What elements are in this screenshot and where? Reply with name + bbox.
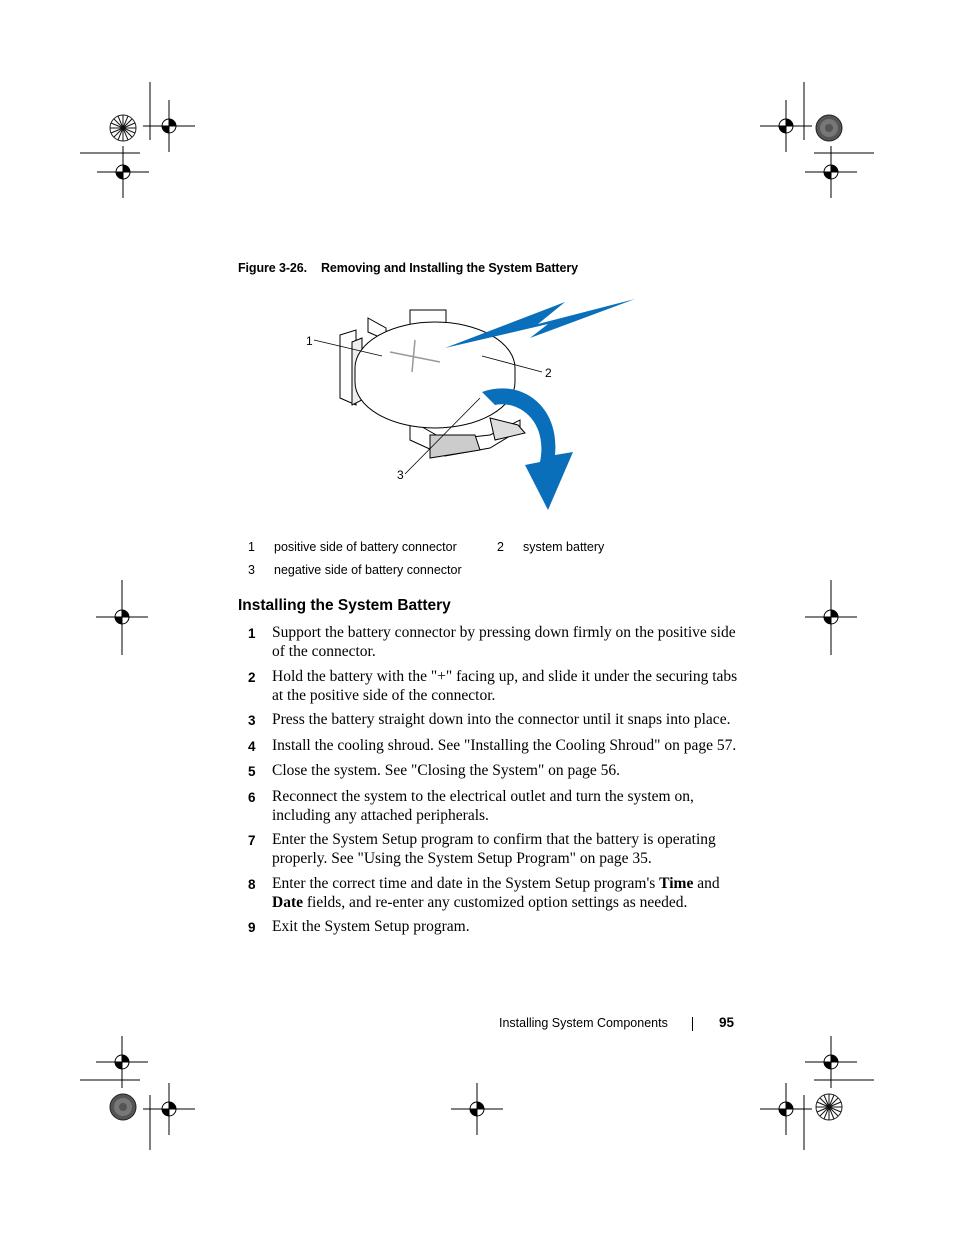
step-number: 9 bbox=[248, 920, 256, 935]
step-3 bbox=[248, 710, 748, 730]
steps-list bbox=[248, 623, 748, 943]
step-text: Close the system. See "Closing the System" on page 56. bbox=[272, 762, 621, 779]
system-battery bbox=[355, 322, 515, 428]
step-number: 2 bbox=[248, 669, 256, 685]
step-text: Exit the System Setup program. bbox=[272, 918, 470, 935]
section-heading: Installing the System Battery bbox=[238, 597, 451, 614]
figure-title: Removing and Installing the System Battery bbox=[320, 261, 578, 275]
step-text: Support the battery connector by pressing down firmly on the positive side of the connector. bbox=[272, 624, 736, 660]
step-number: 3 bbox=[248, 713, 256, 728]
time-field-name: Time bbox=[659, 874, 694, 892]
step-number: 7 bbox=[248, 833, 256, 848]
legend-label-3: negative side of battery connector bbox=[274, 563, 462, 577]
step-text: Hold the battery with the "+" facing up, and slide it under the securing tabs at the positive side of the connector. bbox=[272, 667, 738, 704]
step-8 bbox=[248, 874, 748, 912]
step-6 bbox=[248, 787, 748, 825]
battery-illustration bbox=[290, 290, 650, 520]
callout-1: 1 bbox=[306, 334, 313, 348]
callout-3: 3 bbox=[397, 468, 404, 482]
step-text: Enter the correct time and date in the System Setup program's Time and Date fields, and re-enter any customized option settings as needed. bbox=[272, 874, 720, 911]
legend-label-1: positive side of battery connector bbox=[274, 540, 457, 554]
insert-arrow-icon bbox=[445, 299, 635, 348]
step-2 bbox=[248, 667, 748, 705]
callout-2: 2 bbox=[545, 366, 552, 380]
step-number: 4 bbox=[248, 738, 256, 754]
step-1 bbox=[248, 623, 748, 661]
step-7 bbox=[248, 830, 748, 868]
step-number: 5 bbox=[248, 764, 256, 779]
footer-chapter: Installing System Components bbox=[499, 1016, 668, 1030]
step-number: 1 bbox=[248, 626, 256, 641]
step-number: 8 bbox=[248, 876, 256, 892]
step-text: Install the cooling shroud. See "Installing the Cooling Shroud" on page 57. bbox=[272, 736, 737, 754]
figure-caption bbox=[238, 261, 578, 275]
footer-separator bbox=[692, 1017, 693, 1031]
step-number: 6 bbox=[248, 789, 256, 805]
step-text: Press the battery straight down into the connector until it snaps into place. bbox=[272, 711, 731, 728]
legend-num-3: 3 bbox=[248, 563, 255, 577]
step-5 bbox=[248, 761, 748, 781]
step-4 bbox=[248, 736, 748, 756]
legend-label-2: system battery bbox=[523, 540, 605, 554]
legend-num-2: 2 bbox=[497, 540, 504, 554]
page-number: 95 bbox=[719, 1015, 735, 1030]
step-text: Reconnect the system to the electrical outlet and turn the system on, including any attached peripherals. bbox=[272, 787, 694, 824]
step-text: Enter the System Setup program to confirm that the battery is operating properly. See "Using the System Setup Program" on page 35. bbox=[272, 831, 716, 867]
step-9 bbox=[248, 917, 748, 937]
legend-num-1: 1 bbox=[248, 540, 255, 554]
figure-number: Figure 3-26. bbox=[238, 261, 307, 275]
date-field-name: Date bbox=[272, 893, 303, 911]
